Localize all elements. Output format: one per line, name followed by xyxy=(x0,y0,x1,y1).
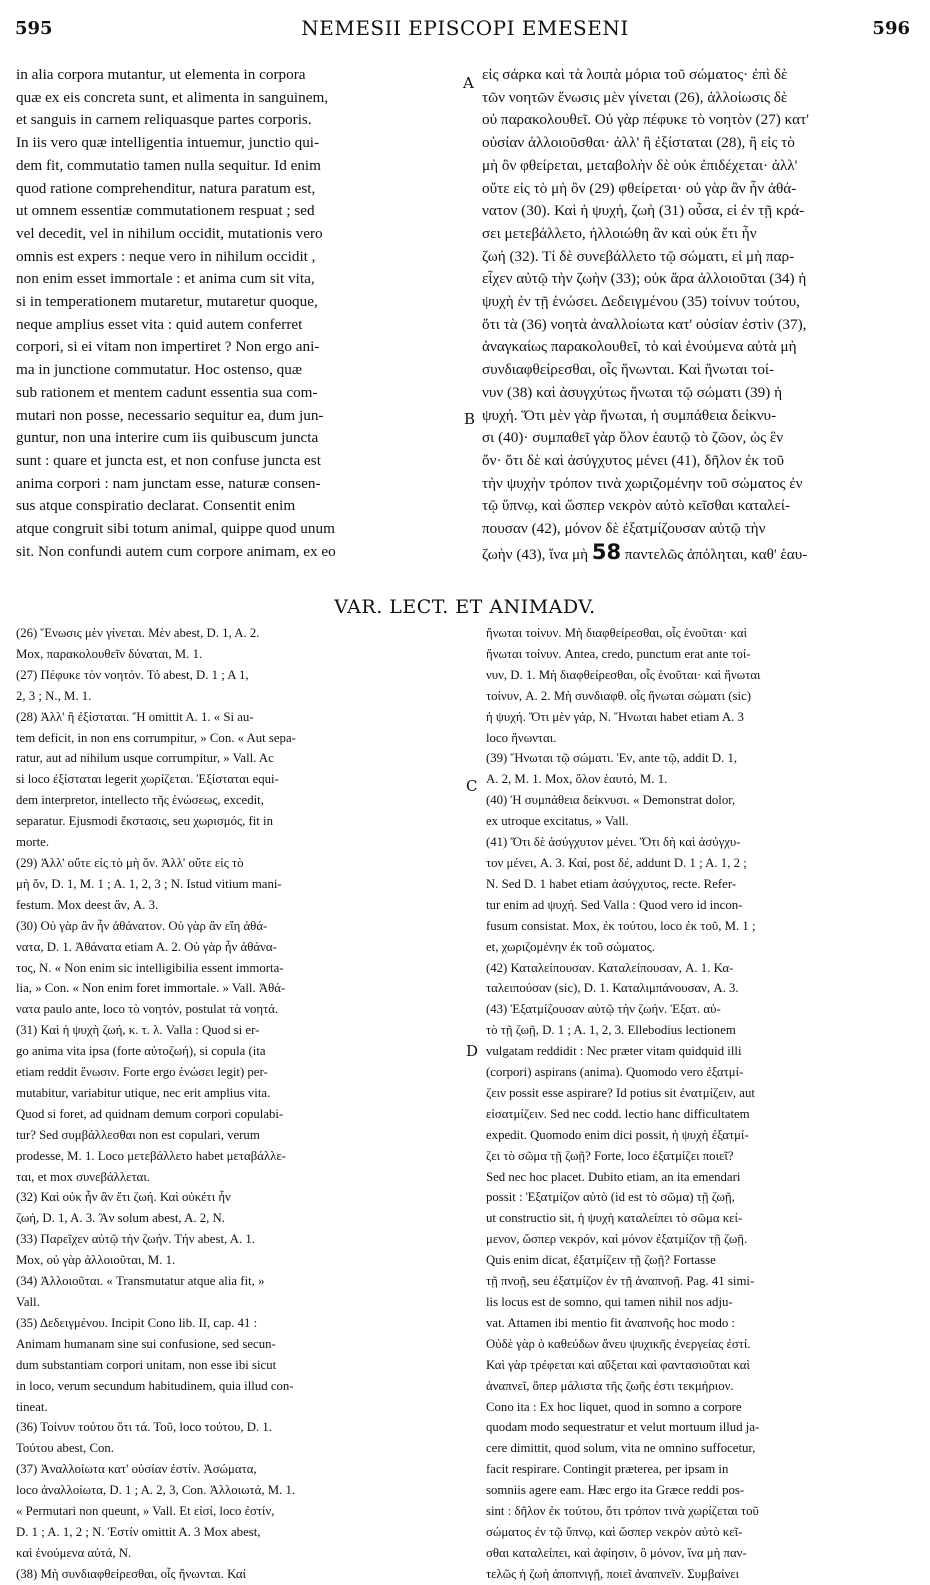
note-line: Sed nec hoc placet. Dubito etiam, an ita emendari xyxy=(486,1169,741,1184)
note-line: (30) Οὐ γὰρ ἂν ἦν ἀθάνατον. Οὐ γὰρ ἂν εἴη ἀθά- xyxy=(16,918,268,933)
note-line: facit respirare. Contingit præterea, per ipsam in xyxy=(486,1462,729,1477)
greek-text-line: ζωὴν (43), ἵνα μὴ 58 παντελῶς ἀπόληται, καθ' ἑαυ- xyxy=(482,540,808,564)
latin-text-line: si in temperationem mutaretur, mutaretur quoque, xyxy=(16,293,318,311)
greek-text-line: τὴν ψυχὴν τρόπον τινὰ χωριζομένην τοῦ σώματος ἐν xyxy=(482,474,803,492)
note-line: vulgatam reddidit : Nec præter vitam quidquid illi xyxy=(486,1044,742,1059)
page-number-left: 595 xyxy=(15,18,53,39)
note-line: D. 1 ; A. 1, 2 ; N. Ἐστίν omittit A. 3 Mox abest, xyxy=(16,1524,261,1539)
note-line: Quis enim dicat, ἐξατμίζειν τῇ ζωῇ? Fortasse xyxy=(486,1253,716,1268)
note-line: (37) Ἀναλλοίωτα κατ' οὐσίαν ἐστίν. Ἀσώματα, xyxy=(16,1462,257,1477)
running-title: NEMESII EPISCOPI EMESENI xyxy=(301,16,629,40)
note-line: Καὶ γὰρ τρέφεται καὶ αὔξεται καὶ φαντασιοῦται καὶ xyxy=(486,1357,750,1372)
note-line: dem interpretor, intellecto τῆς ἑνώσεως, excedit, xyxy=(16,793,264,808)
page-header xyxy=(0,0,930,46)
note-line: ται, et mox συνεβάλλεται. xyxy=(16,1169,150,1184)
note-line: ἥνωται τοίνυν. Antea, credo, punctum erat ante τοί- xyxy=(486,646,751,661)
greek-text-line: σι (40)· συμπαθεῖ γὰρ ὅλον ἑαυτῷ τὸ ζῶον, ὡς ἓν xyxy=(482,429,784,447)
note-line: (35) Δεδειγμένου. Incipit Cono lib. II, cap. 41 : xyxy=(16,1315,258,1330)
note-line: etiam reddit ἕνωσιν. Forte ergo ἑνώσει legit) per- xyxy=(16,1065,268,1080)
note-line: τος, N. « Non enim sic intelligibilia essent immorta- xyxy=(16,960,284,975)
greek-text-line: εἰς σάρκα καὶ τὰ λοιπὰ μόρια τοῦ σώματος· ἐπὶ δὲ xyxy=(482,66,788,83)
note-line: (28) Ἀλλ' ἢ ἐξίσταται. Ἤ omittit A. 1. « Si au- xyxy=(16,709,254,724)
note-line: μενον, ὥσπερ νεκρόν, καὶ μόνον ἐξατμίζον τῇ ζωῇ. xyxy=(486,1232,748,1247)
note-line: ἥνωται τοίνυν. Μὴ διαφθείρεσθαι, οἷς ἑνοῦται· καὶ xyxy=(486,626,748,640)
note-line: (29) Ἀλλ' οὔτε εἰς τὸ μὴ ὄν. Ἀλλ' οὔτε εἰς τὸ xyxy=(16,855,244,870)
latin-text-line: guntur, non una interire cum iis quibuscum juncta xyxy=(16,429,319,447)
greek-text-line: εἶχεν αὐτῷ τὴν ζωὴν (33); οὐκ ἄρα ἀλλοιοῦται (34) ἡ xyxy=(482,270,807,288)
latin-text-line: atque congruit sibi totum animal, quippe quod unum xyxy=(16,520,335,538)
margin-letter-c: C xyxy=(466,777,478,795)
column-number: 58 xyxy=(591,540,622,564)
latin-text-line: ut omnem essentiæ commutationem respuat ; sed xyxy=(16,202,315,220)
note-line: ταλειπούσαν (sic), D. 1. Καταλιμπάνουσαν, A. 3. xyxy=(486,981,739,996)
note-line: vat. Attamen ibi mentio fit ἀναπνοῆς hoc modo : xyxy=(486,1315,735,1330)
note-line: ζει τὸ σῶμα τῇ ζωῇ? Forte, loco ἐξατμίζει ποιεῖ? xyxy=(486,1148,734,1163)
latin-column xyxy=(16,64,458,563)
margin-letter-a: A xyxy=(463,74,474,92)
latin-text-line: omnis est expers : neque vero in nihilum occidit , xyxy=(16,247,316,265)
note-line: ἀναπνεῖ, ὅπερ μάλιστα τῆς ζωῆς ἐστι τεκμήριον. xyxy=(486,1378,734,1393)
note-line: Οὐδὲ γὰρ ὁ καθεύδων ἄνευ ψυχικῆς ἐνεργείας ἐστί. xyxy=(486,1336,751,1351)
latin-text-line: dem fit, commutatio tamen nulla sequitur. Id enim xyxy=(16,156,321,174)
note-line: tur? Sed συμβάλλεσθαι non est copulari, verum xyxy=(16,1127,260,1142)
note-line: (41) Ὅτι δὲ ἀσύγχυτον μένει. Ὅτι δὴ καὶ ἀσύγχυ- xyxy=(486,835,741,850)
greek-text-line: νυν (38) καὶ ἀσυγχύτως ἥνωται τῷ σώματι (39) ἡ xyxy=(482,383,783,401)
note-line: loco ἥνωνται. xyxy=(486,730,557,745)
note-line: τελῶς ἡ ζωὴ ἀποπνιγῇ, ποιεῖ ἀναπνεῖν. Συμβαίνει xyxy=(486,1566,740,1581)
note-line: νυν, D. 1. Μὴ διαφθείρεσθαι, οἷς ἑνοῦται· καὶ ἥνωται xyxy=(486,667,761,682)
note-line: (39) Ἥνωται τῷ σώματι. Ἐν, ante τῷ, addit D. 1, xyxy=(486,751,738,766)
note-line: sint : δῆλον ἐκ τούτου, ὅτι τρόπον τινὰ χωρίζεται τοῦ xyxy=(486,1504,759,1519)
note-line: dum substantiam corpori unitam, non esse ibi sicut xyxy=(16,1357,277,1372)
greek-text-line: τῷ ὕπνῳ, καὶ ὥσπερ νεκρὸν αὐτὸ κεῖσθαι καταλεί- xyxy=(482,497,791,515)
note-line: ἡ ψυχή. Ὅτι μὲν γάρ, N. Ἥνωται habet etiam A. 3 xyxy=(486,709,744,724)
note-line: (34) Ἀλλοιοῦται. « Transmutatur atque alia fit, » xyxy=(16,1274,265,1289)
note-line: τον μένει, A. 3. Καί, post δέ, addunt D. 1 ; A. 1, 2 ; xyxy=(486,855,747,870)
note-line: si loco ἐξίσταται legerit χωρίζεται. Ἐξίσταται equi- xyxy=(16,772,279,787)
note-line: go anima vita ipsa (forte αὐτοζωή), si copula (ita xyxy=(16,1044,266,1059)
note-line: prodesse, M. 1. Loco μετεβάλλετο habet μεταβάλλε- xyxy=(16,1148,286,1163)
greek-text-line: νατον (30). Καὶ ἡ ψυχή, ζωὴ (31) οὖσα, εἰ ἐν τῇ κρά- xyxy=(482,202,805,220)
note-line: ζειν possit esse aspirare? Id potius sit ἐνατμίζειν, aut xyxy=(486,1085,755,1100)
note-line: Vall. xyxy=(16,1295,40,1309)
note-line: σώματος ἐν τῷ ὕπνῳ, καὶ ὥσπερ νεκρὸν αὐτὸ κεῖ- xyxy=(486,1524,743,1539)
notes-left-column xyxy=(16,623,461,1585)
greek-text-line: οὔτε εἰς τὸ μὴ ὂν (29) φθείρεται· οὐ γὰρ ἂν ἦν ἀθά- xyxy=(482,179,797,197)
note-line: καὶ ἑνούμενα αὐτά, N. xyxy=(16,1545,132,1560)
greek-text-line: ψυχὴ ἐν τῇ ἑνώσει. Δεδειγμένου (35) τοίνυν τούτου, xyxy=(482,293,800,311)
note-line: ratur, aut ad nihilum usque corrumpitur, » Vall. Ac xyxy=(16,751,274,766)
note-line: possit : Ἐξατμίζον αὐτὸ (id est τὸ σῶμα) τῇ ζωῇ, xyxy=(486,1190,735,1205)
note-line: νατα, D. 1. Ἀθάνατα etiam A. 2. Οὐ γὰρ ἦν ἀθάνα- xyxy=(16,939,277,954)
note-line: Cono ita : Ex hoc liquet, quod in somno a corpore xyxy=(486,1399,742,1414)
note-line: (38) Μὴ συνδιαφθείρεσθαι, οἷς ἥνωνται. Καί xyxy=(16,1566,247,1581)
latin-text-line: ma in junctione commutatur. Hoc ostenso, quæ xyxy=(16,361,302,379)
note-line: lia, » Con. « Non enim foret immortale. » Vall. Ἀθά- xyxy=(16,981,286,996)
section-title: VAR. LECT. ET ANIMADV. xyxy=(334,596,596,618)
greek-column xyxy=(482,64,914,566)
note-line: quodam modo sequestratur et velut mortuum illud ja- xyxy=(486,1420,760,1435)
latin-text-line: neque amplius esset vita : quid autem conferret xyxy=(16,315,303,333)
note-line: expedit. Quomodo enim dici possit, ἡ ψυχὴ ἐξατμί- xyxy=(486,1127,749,1142)
note-line: νατα paulo ante, loco τὸ νοητόν, postulat τὰ νοητά. xyxy=(16,1002,279,1017)
notes-right-column xyxy=(486,623,916,1585)
note-line: Animam humanam sine sui confusione, sed secun- xyxy=(16,1336,276,1351)
latin-text-line: sit. Non confundi autem cum corpore animam, ex eo xyxy=(16,542,336,560)
margin-letter-d: D xyxy=(466,1042,479,1060)
latin-text-line: sub rationem et mentem cadunt essentia sua com- xyxy=(16,383,318,401)
page-number-right: 596 xyxy=(872,18,910,39)
note-line: morte. xyxy=(16,835,50,850)
note-line: lis locus est de somno, qui tamen nihil nos adju- xyxy=(486,1295,733,1309)
note-line: σθαι καταλείπει, καὶ ἀφίησιν, ὃ μόνον, ἵνα μὴ παν- xyxy=(486,1545,747,1560)
note-line: τὸ τῇ ζωῇ, D. 1 ; A. 1, 2, 3. Ellebodius lectionem xyxy=(486,1023,736,1038)
greek-text-line: συνδιαφθείρεσθαι, οἷς ἥνωνται. Καὶ ἥνωται τοί- xyxy=(482,361,775,379)
latin-text-line: non enim esset immortale : et anima cum sit vita, xyxy=(16,270,315,288)
latin-text-line: sus atque conspiratio declarat. Consentit enim xyxy=(16,497,296,515)
note-line: τῇ πνοῇ, seu ἐξατμίζον ἐν τῇ ἀναπνοῇ. Pag. 41 simi- xyxy=(486,1274,755,1289)
greek-text-line: οὐ παρακολουθεῖ. Οὐ γὰρ πέφυκε τὸ νοητὸν (27) κατ' xyxy=(482,111,809,129)
greek-text-line: ὅτι τὰ (36) νοητὰ ἀναλλοίωτα κατ' οὐσίαν ἐστὶν (37), xyxy=(482,315,807,333)
note-line: (26) Ἕνωσις μὲν γίνεται. Μὲν abest, D. 1, A. 2. xyxy=(16,626,260,640)
margin-letter-b: B xyxy=(464,410,476,428)
latin-text-line: quæ ex eis concreta sunt, et alimenta in sanguinem, xyxy=(16,88,329,106)
greek-text-line: ψυχή. Ὅτι μὲν γὰρ ἥνωται, ἡ συμπάθεια δείκνυ- xyxy=(482,406,777,424)
note-line: (corpori) aspirans (anima). Quomodo vero ἐξατμί- xyxy=(486,1065,744,1080)
note-line: mutabitur, variabitur utique, nec erit amplius vita. xyxy=(16,1085,271,1100)
latin-text-line: anima corpori : nam junctam esse, naturæ consen- xyxy=(16,474,321,492)
note-line: tineat. xyxy=(16,1399,48,1414)
note-line: cere dimittit, quod solum, vita ne omnino suffocetur, xyxy=(486,1441,756,1456)
note-line: (31) Καὶ ἡ ψυχὴ ζωή, κ. τ. λ. Valla : Quod si er- xyxy=(16,1023,260,1038)
greek-text-line: ὄν· ὅτι δὲ καὶ ἀσύγχυτος μένει (41), δῆλον ἐκ τοῦ xyxy=(482,451,785,469)
note-line: Mox, παρακολουθεῖν δύναται, M. 1. xyxy=(16,646,203,661)
note-line: ex utroque excitatus, » Vall. xyxy=(486,814,629,829)
note-line: fusum consistat. Mox, ἐκ τούτου, loco ἐκ τοῦ, M. 1 ; xyxy=(486,918,756,933)
greek-text-line: τῶν νοητῶν ἕνωσις μὲν γίνεται (26), ἀλλοίωσις δὲ xyxy=(482,88,788,106)
note-line: Mox, οὐ γὰρ ἀλλοιοῦται, M. 1. xyxy=(16,1253,176,1268)
note-line: Τούτου abest, Con. xyxy=(16,1441,114,1456)
note-line: tur enim ad ψυχή. Sed Valla : Quod vero id incon- xyxy=(486,897,743,912)
note-line: μὴ ὄν, D. 1, M. 1 ; A. 1, 2, 3 ; N. Istud vitium mani- xyxy=(16,876,282,891)
greek-text-line: ἀναγκαίως παρακολουθεῖ, τὸ καὶ ἑνούμενα αὐτὰ μὴ xyxy=(482,338,797,356)
note-line: ut constructio sit, ἡ ψυχὴ καταλείπει τὸ σῶμα κεί- xyxy=(486,1211,743,1226)
note-line: ζωή, D. 1, A. 3. Ἂν solum abest, A. 2, N. xyxy=(16,1211,225,1226)
note-line: somniis agere eam. Hæc ergo ita Græce reddi pos- xyxy=(486,1483,745,1498)
note-line: (32) Καὶ οὐκ ἦν ἂν ἔτι ζωή. Καὶ οὐκέτι ἦν xyxy=(16,1190,231,1205)
latin-text-line: in alia corpora mutantur, ut elementa in corpora xyxy=(16,66,306,83)
note-line: « Permutari non queunt, » Vall. Et εἰσί, loco ἐστίν, xyxy=(16,1504,275,1519)
latin-text-line: et sanguis in carnem reliquasque partes corporis. xyxy=(16,111,312,129)
greek-text-line: οὐσίαν ἀλλοιοῦσθαι· ἀλλ' ἢ ἐξίσταται (28), ἢ εἰς τὸ xyxy=(482,134,795,152)
latin-text-line: sunt : quare et juncta est, et non confuse juncta est xyxy=(16,451,321,469)
note-line: separatur. Ejusmodi ἔκστασις, seu χωρισμός, fit in xyxy=(16,814,273,829)
latin-text-line: mutari non posse, necessario sequitur ea, dum jun- xyxy=(16,406,324,424)
note-line: A. 2, M. 1. Mox, ὅλον ἑαυτό, M. 1. xyxy=(486,772,668,787)
note-line: τοίνυν, A. 2. Μὴ συνδιαφθ. οἷς ἥνωται σώματι (sic) xyxy=(486,688,752,703)
note-line: (42) Καταλείπουσαν. Καταλείπουσαν, A. 1. Κα- xyxy=(486,960,734,975)
note-line: (40) Ἡ συμπάθεια δείκνυσι. « Demonstrat dolor, xyxy=(486,793,736,808)
note-line: tem deficit, in non ens corrumpitur, » Con. « Aut sepa- xyxy=(16,730,296,745)
latin-text-line: corpori, si ei vitam non impertiret ? Non ergo ani- xyxy=(16,338,320,356)
note-line: loco ἀναλλοίωτα, D. 1 ; A. 2, 3, Con. Ἀλλοιωτά, M. 1. xyxy=(16,1483,296,1498)
latin-text-line: quod ratione comprehenditur, natura paratum est, xyxy=(16,179,316,197)
note-line: 2, 3 ; N., M. 1. xyxy=(16,688,92,703)
note-line: Quod si foret, ad quidnam demum corpori copulabi- xyxy=(16,1106,284,1121)
greek-text-line: πουσαν (42), μόνον δὲ ἐξατμίζουσαν αὐτῷ τὴν xyxy=(482,520,766,538)
latin-text-line: vel decedit, vel in nihilum occidit, mutationis vero xyxy=(16,224,323,242)
latin-text-line: In iis vero quæ intelligentia intuemur, junctio qui- xyxy=(16,134,320,152)
greek-text-line: ζωή (32). Τί δὲ συνεβάλλετο τῷ σώματι, εἰ μὴ παρ- xyxy=(482,247,795,265)
greek-text-line: μὴ ὂν φθείρεται, μεταβολὴν δὲ οὐκ ἐπιδέχεται· ἀλλ' xyxy=(482,156,798,174)
note-line: (33) Παρεῖχεν αὐτῷ τὴν ζωήν. Τήν abest, A. 1. xyxy=(16,1232,255,1247)
note-line: (43) Ἐξατμίζουσαν αὐτῷ τὴν ζωήν. Ἐξατ. αὐ- xyxy=(486,1002,721,1017)
note-line: in loco, verum secundum habitudinem, quia illud con- xyxy=(16,1378,294,1393)
greek-text-line: σει μετεβάλλετο, ἠλλοιώθη ἂν καὶ οὐκ ἔτι ἦν xyxy=(482,224,757,242)
note-line: N. Sed D. 1 habet etiam ἀσύγχυτος, recte. Refer- xyxy=(486,876,737,891)
note-line: festum. Mox deest ἄν, A. 3. xyxy=(16,897,159,912)
note-line: et, χωριζομένην ἐκ τοῦ σώματος. xyxy=(486,939,655,954)
note-line: (27) Πέφυκε τὸν νοητόν. Τό abest, D. 1 ; A 1, xyxy=(16,667,249,682)
note-line: εἰσατμίζειν. Sed nec codd. lectio hanc difficultatem xyxy=(486,1106,750,1121)
note-line: (36) Τοίνυν τούτου ὅτι τά. Τοῦ, loco τούτου, D. 1. xyxy=(16,1420,273,1435)
